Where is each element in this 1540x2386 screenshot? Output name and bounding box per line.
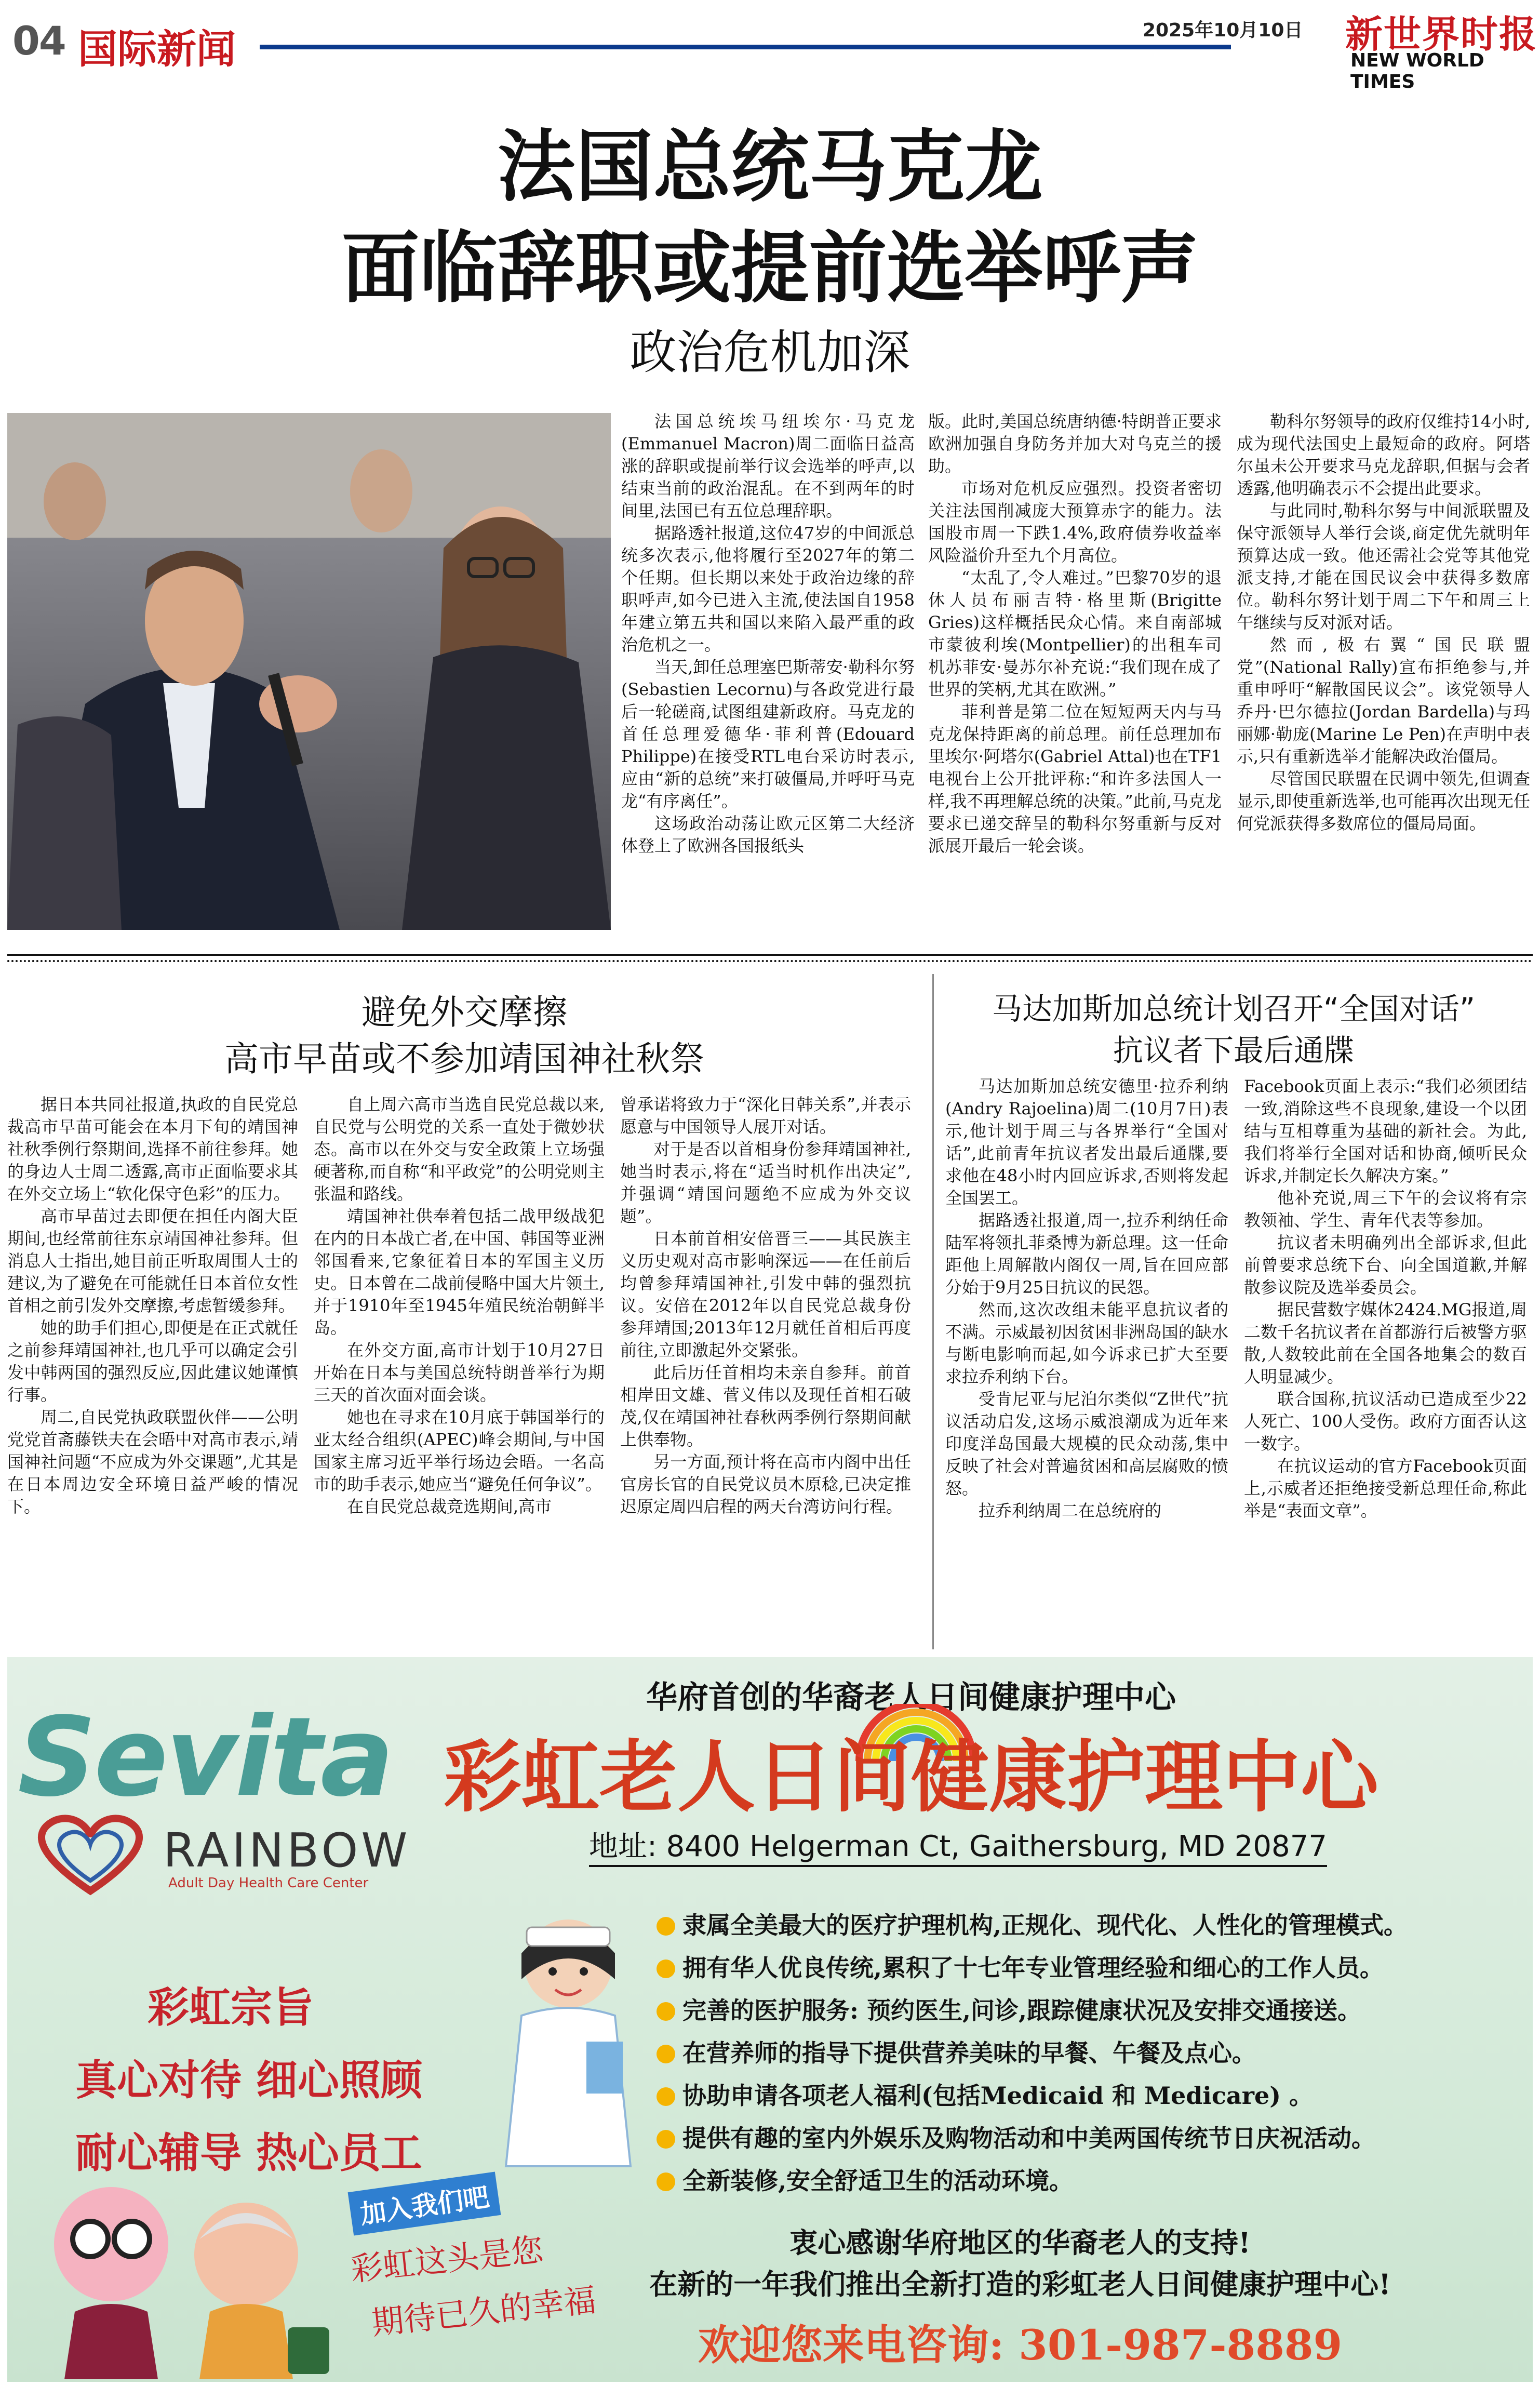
list-item: 协助申请各项老人福利(包括Medicaid 和 Medicare) 。 <box>657 2074 1529 2117</box>
story2-headline-line1: 避免外交摩擦 <box>361 992 567 1032</box>
ad-brand-rainbow: RAINBOW <box>163 1823 411 1878</box>
story1-column-3 <box>1237 410 1530 835</box>
advertisement <box>7 1657 1533 2382</box>
list-item: 提供有趣的室内外娱乐及购物活动和中美两国传统节日庆祝活动。 <box>657 2117 1529 2160</box>
story1-column-2 <box>928 410 1222 857</box>
paragraph: 当天,卸任总理塞巴斯蒂安·勒科尔努(Sebastien Lecornu)与各政党进行最后一轮磋商,试图组建新政府。马克龙的首任总理爱德华·菲利普(Edouard Philippe)在接受RTL电台采访时表示,应由“新的总统”来打破僵局,并呼吁马克龙“有序离任”。 <box>621 657 915 811</box>
paragraph: “太乱了,令人难过。”巴黎70岁的退休人员布丽吉特·格里斯(Brigitte Gries)这样概括民众心情。来自南部城市蒙彼利埃(Montpellier)的出租车司机苏菲安·曼苏尔补充说:“我们现在成了世界的笑柄,尤其在欧洲。” <box>928 568 1222 699</box>
section-divider <box>7 954 1533 956</box>
story2-column-3 <box>620 1094 911 1518</box>
paragraph: 这场政治动荡让欧元区第二大经济体登上了欧洲各国报纸头 <box>621 814 915 856</box>
list-item: 隶属全美最大的医疗护理机构,正规化、现代化、人性化的管理模式。 <box>657 1904 1529 1947</box>
paragraph: 据路透社报道,周一,拉乔利纳任命陆军将领扎菲桑博为新总理。这一任命距他上周解散内阁仅一周,旨在回应部分始于9月25日抗议的民怨。 <box>945 1210 1228 1297</box>
paragraph: 马达加斯加总统安德里·拉乔利纳(Andry Rajoelina)周二(10月7日)表示,他计划于周三与各界举行“全国对话”,此前青年抗议者发出最后通牒,要求他在48小时内回应诉求,否则将发起全国罢工。 <box>945 1076 1228 1208</box>
paragraph: 高市早苗过去即便在担任内阁大臣期间,也经常前往东京靖国神社参拜。但消息人士指出,她目前正听取周围人士的建议,为了避免在可能就任日本首位女性首相之前引发外交摩擦,考虑暂缓参拜。 <box>7 1206 298 1315</box>
paragraph: 靖国神社供奉着包括二战甲级战犯在内的日本战亡者,在中国、韩国等亚洲邻国看来,它象征着日本的军国主义历史。日本曾在二战前侵略中国大片领土,并于1910年至1945年殖民统治朝鲜半岛。 <box>314 1206 605 1338</box>
paragraph: 自上周六高市当选自民党总裁以来,自民党与公明党的关系一直处于微妙状态。高市以在外交与安全政策上立场强硬著称,而自称“和平政党”的公明党则主张温和路线。 <box>314 1095 605 1204</box>
bulb-icon <box>657 2130 675 2149</box>
story1-photo <box>7 413 611 930</box>
story3-headline-line2: 抗议者下最后通牒 <box>1113 1033 1354 1068</box>
ad-slogan-line1: 彩虹这头是您 <box>349 2230 545 2289</box>
page-number: 04 <box>12 18 65 64</box>
list-item: 拥有华人优良传统,累积了十七年专业管理经验和细心的工作人员。 <box>657 1947 1529 1989</box>
ad-join-badge: 加入我们吧 <box>348 2172 501 2236</box>
paragraph: 抗议者未明确列出全部诉求,但此前曾要求总统下台、向全国道歉,并解散参议院及选举委员会。 <box>1244 1233 1527 1297</box>
section-divider-dotted <box>7 960 1533 962</box>
elderly-couple-illustration <box>28 2177 340 2379</box>
ad-thanks-line2: 在新的一年我们推出全新打造的彩虹老人日间健康护理中心! <box>649 2268 1391 2301</box>
story2-column-2 <box>314 1094 605 1518</box>
paragraph: 市场对危机反应强烈。投资者密切关注法国削减庞大预算赤字的能力。法国股市周一下跌1.4%,政府债券收益率风险溢价升至九个月高位。 <box>928 478 1222 565</box>
newspaper-logo-english: NEW WORLD TIMES <box>1350 50 1484 92</box>
list-item: 完善的医护服务: 预约医生,问诊,跟踪健康状况及安排交通接送。 <box>657 1989 1529 2032</box>
paragraph: 此后历任首相均未亲自参拜。前首相岸田文雄、菅义伟以及现任首相石破茂,仅在靖国神社春秋两季例行祭期间献上供奉物。 <box>620 1363 911 1449</box>
ad-feature-list <box>657 1904 1529 2202</box>
paragraph: 在外交方面,高市计划于10月27日开始在日本与美国总统特朗普举行为期三天的首次面对面会谈。 <box>314 1340 605 1405</box>
paragraph: 日本前首相安倍晋三——其民族主义历史观对高市影响深远——在任前后均曾参拜靖国神社,引发中韩的强烈抗议。安倍在2012年以自民党总裁身份参拜靖国;2013年12月就任首相后再度前往,立即激起外交紧张。 <box>620 1229 911 1360</box>
issue-date: 2025年10月10日 <box>1143 20 1303 41</box>
column-divider <box>932 974 934 1649</box>
list-item: 全新装修,安全舒适卫生的活动环境。 <box>657 2160 1529 2202</box>
paragraph: 对于是否以首相身份参拜靖国神社,她当时表示,将在“适当时机作出决定”,并强调“靖国问题绝不应成为外交议题”。 <box>620 1139 911 1226</box>
story3-column-2 <box>1244 1075 1527 1522</box>
ad-center-name: 彩虹老人日间健康护理中心 <box>444 1731 1379 1823</box>
story3-column-1 <box>945 1075 1228 1522</box>
paragraph: 尽管国民联盟在民调中领先,但调查显示,即使重新选举,也可能再次出现无任何党派获得多数席位的僵局局面。 <box>1237 769 1530 833</box>
ad-address: 地址: 8400 Helgerman Ct, Gaithersburg, MD 20877 <box>589 1823 1327 1867</box>
paragraph: 拉乔利纳周二在总统府的 <box>979 1501 1162 1521</box>
bulb-icon <box>657 1960 675 1978</box>
story2-headline-line2: 高市早苗或不参加靖国神社秋祭 <box>224 1039 704 1079</box>
bulb-icon <box>657 2172 675 2191</box>
story2-column-1 <box>7 1094 298 1518</box>
paragraph: 法国总统埃马纽埃尔·马克龙(Emmanuel Macron)周二面临日益高涨的辞职或提前举行议会选举的呼声,以结束当前的政治混乱。在不到两年的时间里,法国已有五位总理辞职。 <box>621 411 915 521</box>
ad-mission-title: 彩虹宗旨 <box>148 1983 314 2032</box>
paragraph: 据民营数字媒体2424.MG报道,周二数千名抗议者在首都游行后被警方驱散,人数较此前在全国各地集会的数百人明显减少。 <box>1244 1300 1527 1387</box>
story1-subheadline: 政治危机加深 <box>630 325 910 380</box>
ad-thanks-line1: 衷心感谢华府地区的华裔老人的支持! <box>789 2226 1251 2259</box>
paragraph: Facebook页面上表示:“我们必须团结一致,消除这些不良现象,建设一个以团结与互相尊重为基础的新社会。为此,我们将举行全国对话和协商,倾听民众诉求,并制定长久解决方案。” <box>1244 1076 1527 1185</box>
paragraph: 据日本共同社报道,执政的自民党总裁高市早苗可能会在本月下旬的靖国神社秋季例行祭期间,选择不前往参拜。她的身边人士周二透露,高市正面临要求其在外交立场上“软化保守色彩”的压力。 <box>7 1095 298 1204</box>
press-conference-photo <box>7 413 611 930</box>
bulb-icon <box>657 2002 675 2021</box>
paragraph: 她的助手们担心,即便是在正式就任之前参拜靖国神社,也几乎可以确定会引发中韩两国的强烈反应,因此建议她谨慎行事。 <box>7 1318 298 1405</box>
nurse-illustration <box>490 1907 646 2197</box>
bulb-icon <box>657 2087 675 2106</box>
story1-headline-line1: 法国总统马克龙 <box>497 121 1043 212</box>
paragraph: 菲利普是第二位在短短两天内与马克龙保持距离的前总理。前任总理加布里埃尔·阿塔尔(Gabriel Attal)也在TF1电视台上公开批评称:“和许多法国人一样,我不再理解总统的决策。”此前,马克龙要求已递交辞呈的勒科尔努重新与反对派展开最后一轮会谈。 <box>928 702 1222 856</box>
paragraph: 周二,自民党执政联盟伙伴——公明党党首斋藤铁夫在会晤中对高市表示,靖国神社问题“不应成为外交课题”,尤其是在日本周边安全环境日益严峻的情况下。 <box>7 1407 298 1516</box>
ad-tagline: 华府首创的华裔老人日间健康护理中心 <box>646 1679 1176 1716</box>
paragraph: 联合国称,抗议活动已造成至少22人死亡、100人受伤。政府方面否认这一数字。 <box>1244 1389 1527 1454</box>
paragraph: 与此同时,勒科尔努与中间派联盟及保守派领导人举行会谈,商定优先就明年预算达成一致。他还需社会党等其他党派支持,才能在国民议会中获得多数席位。勒科尔努计划于周二下午和周三上午继续与反对派对话。 <box>1237 501 1530 632</box>
bulb-icon <box>657 2045 675 2063</box>
bulb-icon <box>657 1917 675 1936</box>
paragraph: 在自民党总裁竞选期间,高市 <box>347 1497 552 1516</box>
ad-mission-line1: 真心对待 细心照顾 <box>75 2056 422 2104</box>
paragraph: 在抗议运动的官方Facebook页面上,示威者还拒绝接受新总理任命,称此举是“表面文章”。 <box>1244 1456 1527 1521</box>
paragraph: 版。此时,美国总统唐纳德·特朗普正要求欧洲加强自身防务并加大对乌克兰的援助。 <box>928 411 1222 476</box>
ad-brand-logo: Sevita <box>18 1694 392 1821</box>
ad-mission-line2: 耐心辅导 热心员工 <box>75 2128 422 2177</box>
story3-headline-line1: 马达加斯加总统计划召开“全国对话” <box>992 991 1476 1027</box>
ad-slogan-line2: 期待已久的幸福 <box>369 2281 598 2342</box>
paragraph: 然而,这次改组未能平息抗议者的不满。示威最初因贫困非洲岛国的缺水与断电影响而起,如今诉求已扩大至要求拉乔利纳下台。 <box>945 1300 1228 1387</box>
paragraph: 据路透社报道,这位47岁的中间派总统多次表示,他将履行至2027年的第二个任期。但长期以来处于政治边缘的辞职呼声,如今已进入主流,使法国自1958年建立第五共和国以来陷入最严重的政治危机之一。 <box>621 523 915 655</box>
paragraph: 受肯尼亚与尼泊尔类似“Z世代”抗议活动启发,这场示威浪潮成为近年来印度洋岛国最大规模的民众动荡,集中反映了社会对普遍贫困和高层腐败的愤怒。 <box>945 1389 1228 1498</box>
paragraph: 然而,极右翼“国民联盟党”(National Rally)宣布拒绝参与,并重申呼吁“解散国民议会”。该党领导人乔丹·巴尔德拉(Jordan Bardella)与玛丽娜·勒庞(Marine Le Pen)在声明中表示,只有重新选举才能解决政治僵局。 <box>1237 635 1530 766</box>
ad-brand-subtitle: Adult Day Health Care Center <box>168 1875 369 1891</box>
story1-headline-line2: 面临辞职或提前选举呼声 <box>341 222 1199 314</box>
list-item: 在营养师的指导下提供营养美味的早餐、午餐及点心。 <box>657 2032 1529 2074</box>
heart-logo-icon <box>23 1813 158 1896</box>
story1-column-1 <box>621 410 915 857</box>
newspaper-logo: 新世界时报 <box>1345 12 1538 56</box>
header-rule <box>260 45 1231 49</box>
paragraph: 勒科尔努领导的政府仅维持14小时,成为现代法国史上最短命的政府。阿塔尔虽未公开要求马克龙辞职,但据与会者透露,他明确表示不会提出此要求。 <box>1237 411 1530 498</box>
paragraph: 他补充说,周三下午的会议将有宗教领袖、学生、青年代表等参加。 <box>1244 1188 1527 1230</box>
ad-phone-number: 欢迎您来电咨询: 301-987-8889 <box>698 2321 1343 2369</box>
section-title: 国际新闻 <box>78 26 236 72</box>
paragraph: 曾承诺将致力于“深化日韩关系”,并表示愿意与中国领导人展开对话。 <box>620 1095 911 1137</box>
paragraph: 她也在寻求在10月底于韩国举行的亚太经合组织(APEC)峰会期间,与中国国家主席习近平举行场边会晤。一名高市的助手表示,她应当“避免任何争议”。 <box>314 1407 605 1494</box>
paragraph: 另一方面,预计将在高市内阁中出任官房长官的自民党议员木原稔,已决定推迟原定周四启程的两天台湾访问行程。 <box>620 1452 911 1516</box>
